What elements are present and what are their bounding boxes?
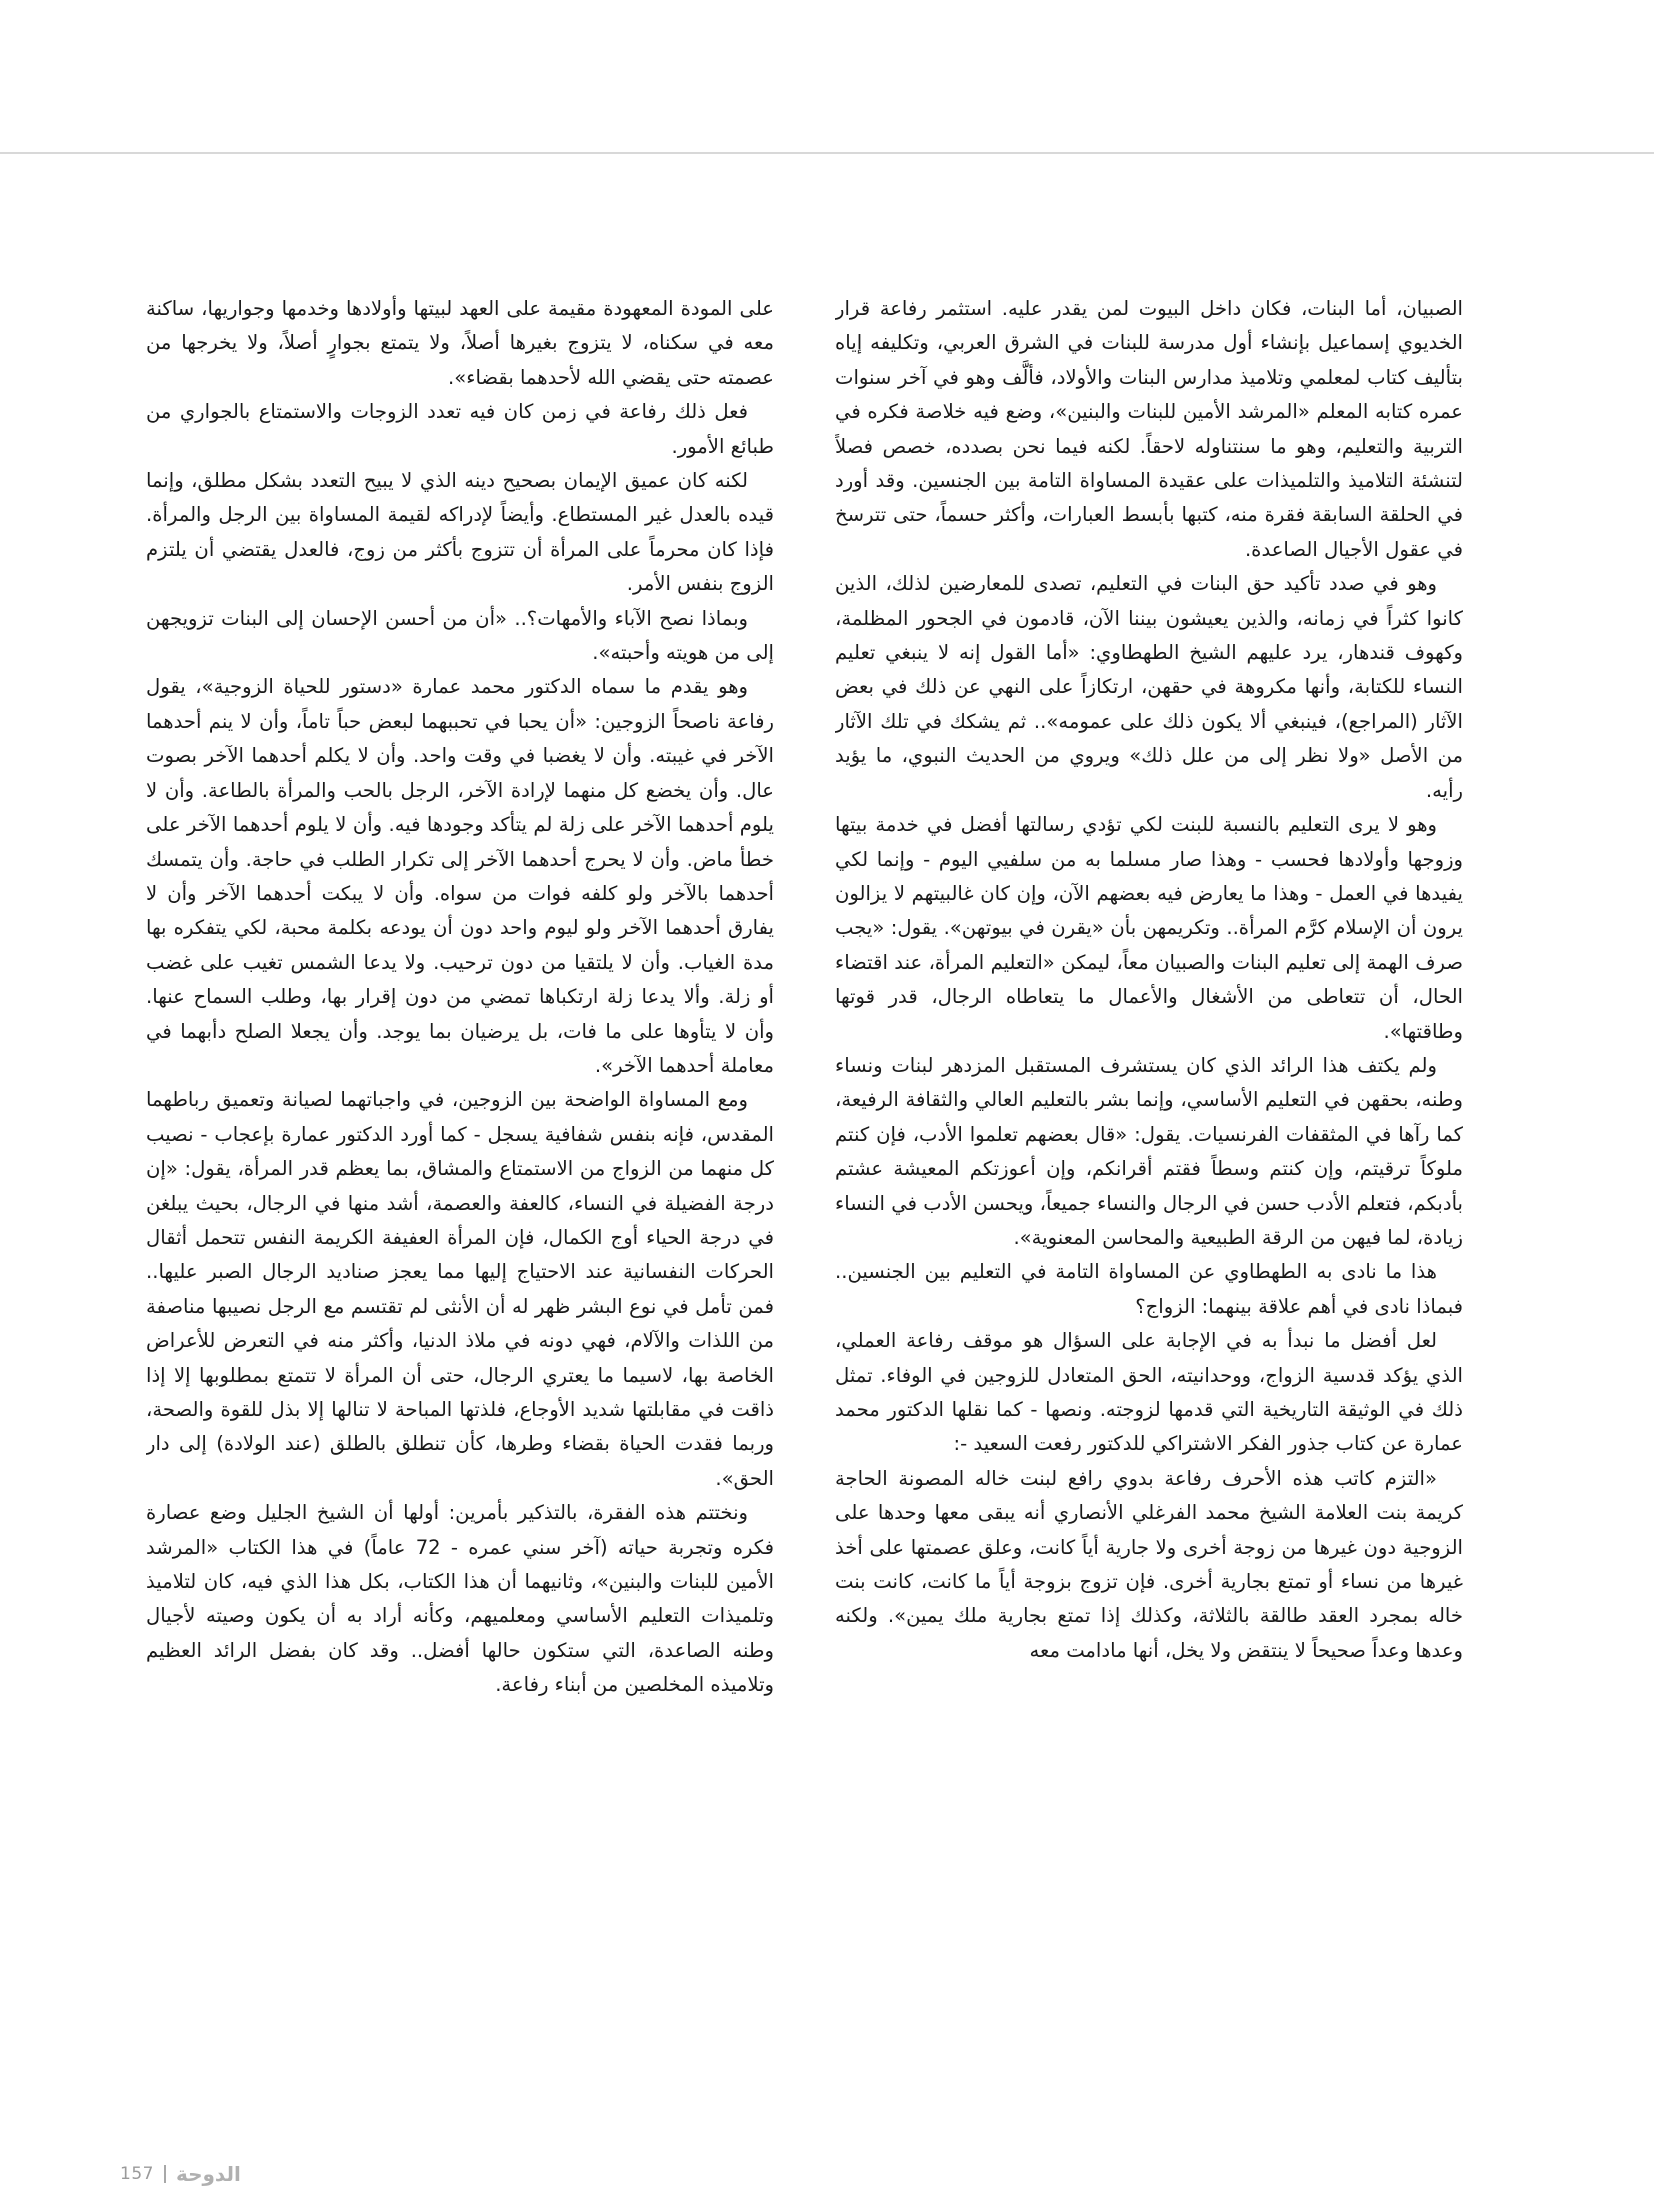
article-paragraph: ونختتم هذه الفقرة، بالتذكير بأمرين: أولها أن الشيخ الجليل وضع عصارة فكره وتجربة حياته (آخر سني عمره - 72 عاماً) في هذا الكتاب «المرشد الأمين للبنات والبنين»، وثانيهما أن هذا الكتاب، بكل هذا الذي فيه، كان لتلاميذ وتلميذات التعليم الأساسي ومعلميهم، وكأنه أراد به أن يكون وصيته لأجيال وطنه الصاعدة، التي ستكون حالها أفضل.. وقد كان بفضل الرائد العظيم وتلاميذه المخلصين من أبناء رفاعة. xyxy=(146,1501,774,1697)
article-paragraph: وهو في صدد تأكيد حق البنات في التعليم، تصدى للمعارضين لذلك، الذين كانوا كثراً في زمانه، والذين يعيشون بيننا الآن، قادمون في الجحور المظلمة، وكهوف قندهار، يرد عليهم الشيخ الطهطاوي: «أما القول إنه لا ينبغي تعليم النساء للكتابة، وأنها مكروهة في حقهن، ارتكازاً على النهي عن ذلك في بعض الآثار (المراجع)، فينبغي ألا يكون ذلك على عمومه».. ثم يشكك في تلك الآثار من الأصل «ولا نظر إلى من علل ذلك» ويروي من الحديث النبوي، ما يؤيد رأيه. xyxy=(835,572,1463,802)
magazine-logo: الدوحة xyxy=(175,2162,241,2186)
article-paragraph: فعل ذلك رفاعة في زمن كان فيه تعدد الزوجات والاستمتاع بالجواري من طبائع الأمور. xyxy=(146,400,774,458)
page-footer xyxy=(120,2160,241,2188)
article-column-left xyxy=(146,292,774,2082)
footer-separator xyxy=(164,2165,166,2183)
article-paragraph: لعل أفضل ما نبدأ به في الإجابة على السؤال هو موقف رفاعة العملي، الذي يؤكد قدسية الزواج، ووحدانيته، الحق المتعادل للزوجين في الوفاء. تمثل ذلك في الوثيقة التاريخية التي قدمها لزوجته. ونصها - كما نقلها الدكتور محمد عمارة عن كتاب جذور الفكر الاشتراكي للدكتور رفعت السعيد -: xyxy=(835,1329,1463,1456)
article-paragraph: وهو يقدم ما سماه الدكتور محمد عمارة «دستور للحياة الزوجية»، يقول رفاعة ناصحاً الزوجين: «أن يحبا في تحببهما لبعض حباً تاماً، وأن لا ينم أحدهما الآخر في غيبته. وأن لا يغضبا في وقت واحد. وأن لا يكلم أحدهما الآخر بصوت عال. وأن يخضع كل منهما لإرادة الآخر، الرجل بالحب والمرأة بالطاعة. وأن لا يلوم أحدهما الآخر على زلة لم يتأكد وجودها فيه. وأن لا يلوم أحدهما الآخر على خطأ ماض. وأن لا يحرج أحدهما الآخر إلى تكرار الطلب في حاجة. وأن يتمسك أحدهما بالآخر ولو كلفه فوات من سواه. وأن لا يبكت أحدهما الآخر وأن لا يفارق أحدهما الآخر ولو ليوم واحد دون أن يودعه بكلمة محبة، لكي يتفكره بها مدة الغياب. وأن لا يلتقيا من دون ترحيب. ولا يدعا الشمس تغيب على غضب أو زلة. وألا يدعا زلة ارتكباها تمضي من دون إقرار بها، وطلب السماح عنها. وأن لا يتأوها على ما فات، بل يرضيان بما يوجد. وأن يجعلا الصلح دأبهما في معاملة أحدهما الآخر». xyxy=(146,675,774,1077)
article-column-right xyxy=(835,292,1463,2082)
article-paragraph: على المودة المعهودة مقيمة على العهد لبيتها وأولادها وخدمها وجواريها، ساكنة معه في سكناه، لا يتزوج بغيرها أصلاً، ولا يتمتع بجوارٍ أصلاً، ولا يخرجها من عصمته حتى يقضي الله لأحدهما بقضاء». xyxy=(146,297,774,389)
article-paragraph: لكنه كان عميق الإيمان بصحيح دينه الذي لا يبيح التعدد بشكل مطلق، وإنما قيده بالعدل غير المستطاع. وأيضاً لإدراكه لقيمة المساواة بين الرجل والمرأة. فإذا كان محرماً على المرأة أن تتزوج بأكثر من زوج، فالعدل يقتضي أن يلتزم الزوج بنفس الأمر. xyxy=(146,469,774,596)
article-paragraph: ومع المساواة الواضحة بين الزوجين، في واجباتهما لصيانة وتعميق رباطهما المقدس، فإنه بنفس شفافية يسجل - كما أورد الدكتور عمارة بإعجاب - نصيب كل منهما من الزواج من الاستمتاع والمشاق، بما يعظم قدر المرأة، يقول: «إن درجة الفضيلة في النساء، كالعفة والعصمة، أشد منها في الرجال، بحيث يبلغن في درجة الحياء أوج الكمال، فإن المرأة العفيفة الكريمة النفس تتحمل أثقال الحركات النفسانية عند الاحتياج إليها مما يعجز صناديد الرجال الصبر عليها.. فمن تأمل في نوع البشر ظهر له أن الأنثى لم تقتسم مع الرجل نصيبها مناصفة من اللذات والآلام، فهي دونه في ملاذ الدنيا، وأكثر منه في التعرض للأعراض الخاصة بها، لاسيما ما يعتري الرجال، حتى أن المرأة لا تتمتع بمطلوبها إلا إذا ذاقت في مقابلتها شديد الأوجاع، فلذتها المباحة لا تنالها إلا بذل للقوة والصحة، وربما فقدت الحياة بقضاء وطرها، كأن تنطلق بالطلق (عند الولادة) إلى دار الحق». xyxy=(146,1088,774,1490)
article-paragraph: ولم يكتف هذا الرائد الذي كان يستشرف المستقبل المزدهر لبنات ونساء وطنه، بحقهن في التعليم الأساسي، وإنما بشر بالتعليم العالي والثقافة الرفيعة، كما رآها في المثقفات الفرنسيات. يقول: «قال بعضهم تعلموا الأدب، فإن كنتم ملوكاً ترقيتم، وإن كنتم وسطاً فقتم أقرانكم، وإن أعوزتكم المعيشة عشتم بأدبكم، فتعلم الأدب حسن في الرجال والنساء جميعاً، ويحسن الأدب في النساء زيادة، لما فيهن من الرقة الطبيعية والمحاسن المعنوية». xyxy=(835,1053,1463,1249)
article-paragraph: «التزم كاتب هذه الأحرف رفاعة بدوي رافع لبنت خاله المصونة الحاجة كريمة بنت العلامة الشيخ محمد الفرغلي الأنصاري أنه يبقى معها وحدها على الزوجية دون غيرها من زوجة أخرى ولا جارية أياً كانت، وعلق عصمتها على أخذ غيرها من نساء أو تمتع بجارية أخرى. فإن تزوج بزوجة أياً ما كانت، كانت بنت خاله بمجرد العقد طالقة بالثلاثة، وكذلك إذا تمتع بجارية ملك يمين». ولكنه وعدها وعداً صحيحاً لا ينتقض ولا يخل، أنها مادامت معه xyxy=(835,1466,1463,1662)
page-number: 157 xyxy=(120,2164,154,2184)
article-paragraph: هذا ما نادى به الطهطاوي عن المساواة التامة في التعليم بين الجنسين.. فبماذا نادى في أهم علاقة بينهما: الزواج؟ xyxy=(835,1260,1463,1318)
article-paragraph: وبماذا نصح الآباء والأمهات؟.. «أن من أحسن الإحسان إلى البنات تزويجهن إلى من هويته وأحبته». xyxy=(146,606,774,665)
article-paragraph: الصبيان، أما البنات، فكان داخل البيوت لمن يقدر عليه. استثمر رفاعة قرار الخديوي إسماعيل بإنشاء أول مدرسة للبنات في الشرق العربي، وتكليفه إياه بتأليف كتاب لمعلمي وتلاميذ مدارس البنات والأولاد، فألَّف وهو في آخر سنوات عمره كتابه المعلم «المرشد الأمين للبنات والبنين»، وضع فيه خلاصة فكره في التربية والتعليم، وهو ما سنتناوله لاحقاً. لكنه فيما نحن بصدده، خصص فصلاً لتنشئة التلاميذ والتلميذات على عقيدة المساواة التامة بين الجنسين. وقد أورد في الحلقة السابقة فقرة منه، كتبها بأبسط العبارات، وأكثر حسماً، حتى تترسخ في عقول الأجيال الصاعدة. xyxy=(835,297,1463,561)
top-divider xyxy=(0,152,1654,154)
article-paragraph: وهو لا يرى التعليم بالنسبة للبنت لكي تؤدي رسالتها أفضل في خدمة بيتها وزوجها وأولادها فحسب - وهذا صار مسلما به من سلفيي اليوم - وإنما لكي يفيدها في العمل - وهذا ما يعارض فيه بعضهم الآن، وإن كان غالبيتهم لا يزالون يرون أن الإسلام كرَّم المرأة.. وتكريمهن بأن «يقرن في بيوتهن». يقول: «يجب صرف الهمة إلى تعليم البنات والصبيان معاً، ليمكن «التعليم المرأة، عند اقتضاء الحال، أن تتعاطى من الأشغال والأعمال ما يتعاطاه الرجال، قدر قوتها وطاقتها». xyxy=(835,813,1463,1043)
